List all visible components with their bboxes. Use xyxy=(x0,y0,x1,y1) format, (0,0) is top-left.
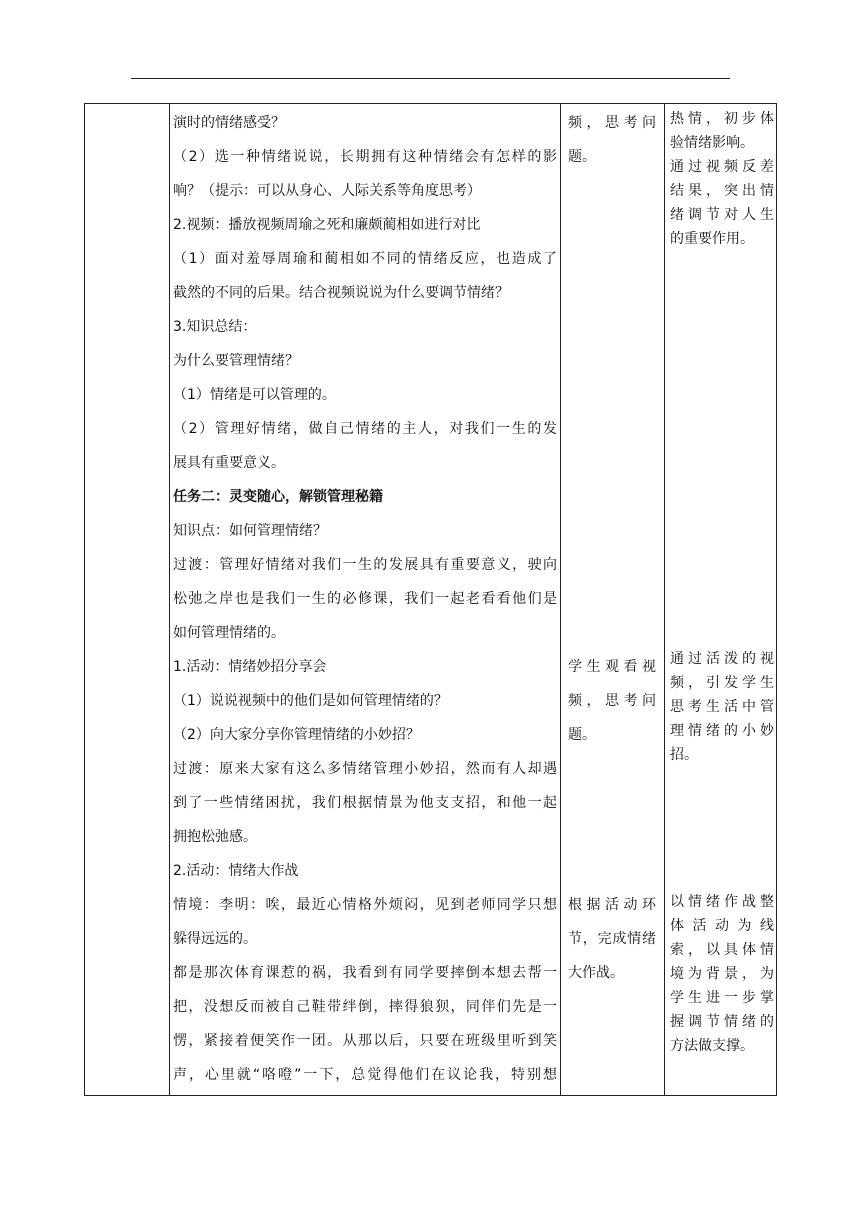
student-activity-block xyxy=(568,650,656,752)
column-divider xyxy=(560,104,561,1095)
teaching-line: 过渡：管理好情绪对我们一生的发展具有重要意义，驶向 xyxy=(173,557,557,573)
design-intent-line: 通过活泼的视 xyxy=(670,651,774,667)
student-activity-line: 题。 xyxy=(568,727,596,743)
design-intent-line: 索，以具体情 xyxy=(670,942,774,958)
teaching-line: （1）面对羞辱周瑜和蔺相如不同的情绪反应，也造成了 xyxy=(173,251,557,267)
teaching-line: 3.知识总结： xyxy=(173,319,257,335)
teaching-line: 声，心里就“咯噔”一下，总觉得他们在议论我，特别想 xyxy=(173,1067,557,1083)
design-intent-line: 理情绪的小妙 xyxy=(670,723,774,739)
student-activity-block xyxy=(568,106,656,174)
design-intent-line: 思考生活中管 xyxy=(670,699,774,715)
teaching-line: 松弛之岸也是我们一生的必修课，我们一起老看看他们是 xyxy=(173,591,557,607)
teaching-line: 到了一些情绪困扰，我们根据情景为他支支招，和他一起 xyxy=(173,795,557,811)
teaching-line: 过渡：原来大家有这么多情绪管理小妙招，然而有人却遇 xyxy=(173,761,557,777)
teaching-line: 2.活动：情绪大作战 xyxy=(173,863,299,879)
column-divider xyxy=(169,104,170,1095)
design-intent-line: 的重要作用。 xyxy=(670,231,754,247)
design-intent-line: 招。 xyxy=(670,747,698,763)
design-intent-line: 通过视频反差 xyxy=(670,159,774,175)
teaching-line: 1.活动：情绪妙招分享会 xyxy=(173,659,327,675)
teaching-line: 为什么要管理情绪？ xyxy=(173,353,299,369)
teaching-line: 展具有重要意义。 xyxy=(173,455,285,471)
teaching-line: 知识点：如何管理情绪？ xyxy=(173,523,327,539)
design-intent-line: 频，引发学生 xyxy=(670,675,774,691)
design-intent-block xyxy=(670,107,774,251)
teaching-line: 响？（提示：可以从身心、人际关系等角度思考） xyxy=(173,183,481,199)
student-activity-line: 频，思考问 xyxy=(568,115,656,131)
teaching-line: （2）选一种情绪说说，长期拥有这种情绪会有怎样的影 xyxy=(173,149,557,165)
header-rule xyxy=(131,78,730,79)
student-activity-line: 学生观看视 xyxy=(568,659,656,675)
design-intent-line: 结果，突出情 xyxy=(670,183,774,199)
student-activity-line: 大作战。 xyxy=(568,965,624,981)
design-intent-block xyxy=(670,647,774,767)
teaching-line: （2）管理好情绪，做自己情绪的主人，对我们一生的发 xyxy=(173,421,557,437)
student-activity-line: 节，完成情绪 xyxy=(568,931,656,947)
teaching-line: 躲得远远的。 xyxy=(173,931,257,947)
design-intent-line: 学生进一步掌 xyxy=(670,990,774,1006)
design-intent-line: 热情，初步体 xyxy=(670,111,774,127)
teaching-line: 拥抱松弛感。 xyxy=(173,829,257,845)
teaching-line: 情境：李明：唉，最近心情格外烦闷，见到老师同学只想 xyxy=(173,897,557,913)
teaching-line: 2.视频：播放视频周瑜之死和廉颇蔺相如进行对比 xyxy=(173,217,481,233)
design-intent-line: 境为背景，为 xyxy=(670,966,774,982)
teaching-line: （1）情绪是可以管理的。 xyxy=(173,387,336,403)
teaching-line: 截然的不同的后果。结合视频说说为什么要调节情绪？ xyxy=(173,285,509,301)
design-intent-line: 方法做支撑。 xyxy=(670,1038,754,1054)
design-intent-line: 绪调节对人生 xyxy=(670,207,774,223)
student-activity-line: 题。 xyxy=(568,149,596,165)
student-activity-block xyxy=(568,888,656,990)
stage-cell xyxy=(85,104,169,1095)
design-intent-line: 以情绪作战整 xyxy=(670,894,774,910)
column-divider xyxy=(664,104,665,1095)
teaching-line: 如何管理情绪的。 xyxy=(173,625,285,641)
student-activity-line: 根据活动环 xyxy=(568,897,656,913)
teaching-line: 愣，紧接着便笑作一团。从那以后，只要在班级里听到笑 xyxy=(173,1033,557,1049)
teaching-line: 把，没想反而被自己鞋带绊倒，摔得狼狈，同伴们先是一 xyxy=(173,999,557,1015)
task-heading: 任务二：灵变随心，解锁管理秘籍 xyxy=(173,489,383,505)
teaching-line: （1）说说视频中的他们是如何管理情绪的？ xyxy=(173,693,448,709)
design-intent-line: 验情绪影响。 xyxy=(670,135,754,151)
design-intent-line: 握调节情绪的 xyxy=(670,1014,774,1030)
design-intent-line: 体活动为线 xyxy=(670,918,774,934)
teaching-line: 都是那次体育课惹的祸，我看到有同学要摔倒本想去帮一 xyxy=(173,965,557,981)
lesson-plan-table xyxy=(84,103,777,1096)
teaching-line: （2）向大家分享你管理情绪的小妙招？ xyxy=(173,727,420,743)
teaching-content-cell xyxy=(173,106,557,1092)
design-intent-block xyxy=(670,890,774,1058)
student-activity-line: 频，思考问 xyxy=(568,693,656,709)
teaching-line: 演时的情绪感受？ xyxy=(173,115,285,131)
